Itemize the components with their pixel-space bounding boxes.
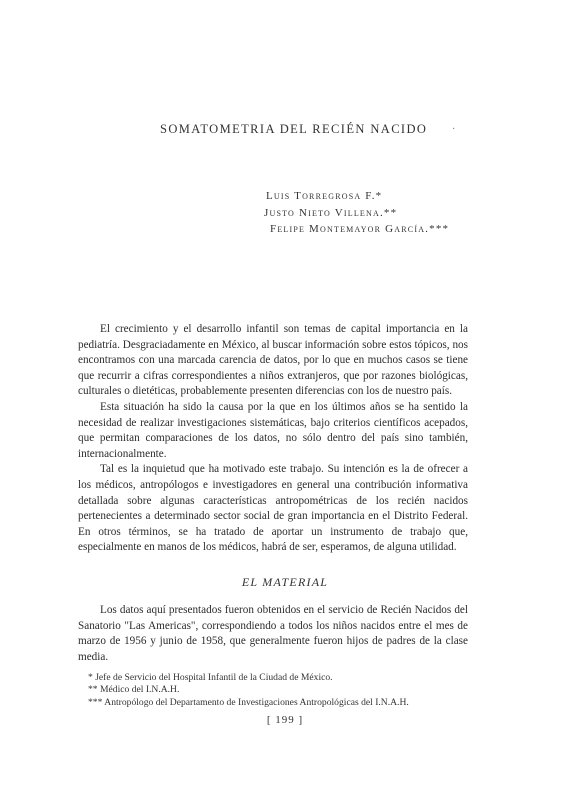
body-paragraph: Esta situación ha sido la causa por la que en los últimos años se ha sentido la necesidad de realizar investigaciones sistemáticas, bajo criterios científicos acepados, que permitan comparaciones de los datos, no sólo dentro del país sino también, internacionalmente.	[78, 400, 468, 460]
author-name: Justo Nieto Villena.**	[264, 206, 398, 219]
page-number: [ 199 ]	[266, 714, 304, 726]
body-paragraph: El crecimiento y el desarrollo infantil son temas de capital importancia en la pediatría. Desgraciadamente en México, al buscar información sobre estos tópicos, nos encontramos con una marcada carencia de datos, por lo que en muchos casos se tiene que recurrir a cifras correspondientes a niños extranjeros, que por razones biológicas, culturales o dietéticas, probablemente presenten diferencias con los de nuestro país.	[78, 323, 468, 398]
author-list	[264, 188, 504, 238]
body-paragraph: Tal es la inquietud que ha motivado este trabajo. Su intención es la de ofrecer a los médicos, antropólogos e investigadores en general una contribución informativa detallada sobre algunas características antropométricas de los recién nacidos pertenecientes a determinado sector social de gran importancia en el Distrito Federal. En otros términos, se ha tratado de aportar un instrumento de trabajo que, especialmente en manos de los médicos, habrá de ser, esperamos, de alguna utilidad.	[78, 463, 468, 554]
footnote: ** Médico del I.N.A.H.	[88, 684, 180, 696]
scan-mark: ·	[452, 124, 456, 135]
section-heading: EL MATERIAL	[241, 575, 329, 589]
footnote: * Jefe de Servicio del Hospital Infantil de la Ciudad de México.	[88, 672, 333, 683]
body-paragraph: Los datos aquí presentados fueron obtenidos en el servicio de Recién Nacidos del Sanatorio "Las Americas", correspondiendo a todos los niños nacidos entre el mes de marzo de 1956 y junio de 1958, que generalmente fueron hijos de padres de la clase media.	[78, 604, 468, 663]
author-name: Luis Torregrosa F.*	[266, 190, 383, 202]
author-name: Felipe Montemayor García.***	[270, 223, 450, 235]
footnote: *** Antropólogo del Departamento de Investigaciones Antropológicas del I.N.A.H.	[88, 696, 409, 708]
material-section-text	[78, 603, 468, 665]
footnotes	[88, 672, 478, 709]
article-title: SOMATOMETRIA DEL RECIÉN NACIDO	[160, 122, 428, 136]
introduction-text	[78, 322, 468, 556]
